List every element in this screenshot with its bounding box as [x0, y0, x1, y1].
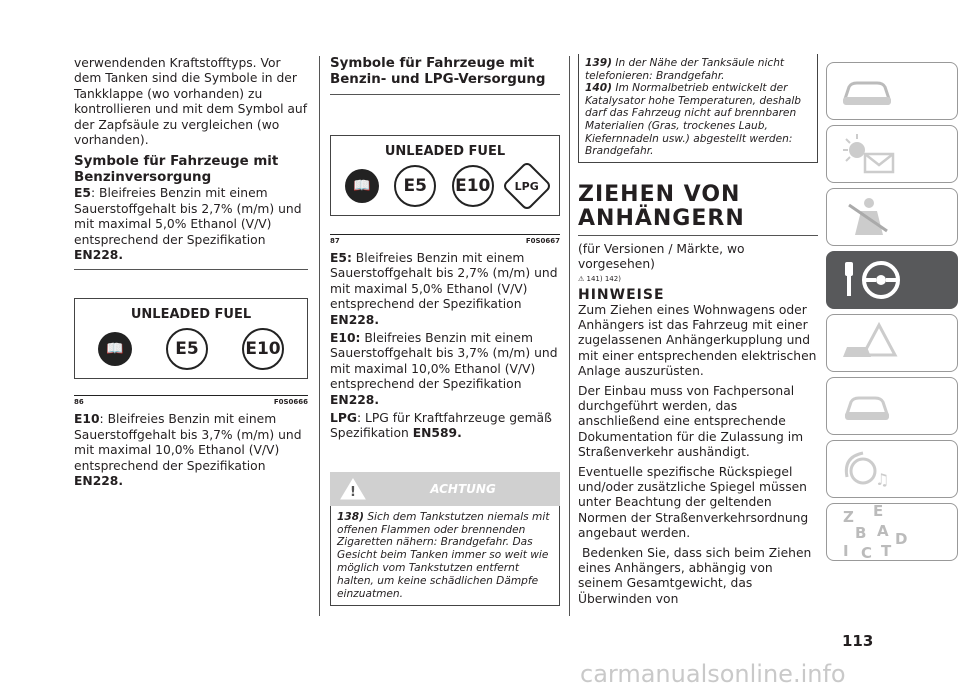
- svg-text:Z: Z: [843, 508, 854, 526]
- column-3: [578, 56, 818, 607]
- column-1: [74, 56, 308, 490]
- e10-label: E10: [74, 412, 100, 427]
- e5-badge: E5: [394, 165, 436, 207]
- lpg-badge: LPG: [502, 161, 553, 212]
- svg-text:A: A: [877, 522, 889, 540]
- figure-caption-87: [330, 234, 560, 245]
- chapter-tab-safety[interactable]: [826, 188, 958, 246]
- paragraph-4: Bedenken Sie, dass sich beim Ziehen eines Anhängers, abhängig von seinem Gesamtgewicht, das Überwinden von: [578, 545, 812, 606]
- e5-badge: E5: [166, 328, 208, 370]
- lpg-label: LPG: [330, 411, 357, 426]
- chapter-tab-emergency[interactable]: [826, 314, 958, 372]
- lpg-spec: EN589.: [412, 426, 462, 441]
- section-title-line-2: ANHÄNGERN: [578, 205, 745, 231]
- intro-paragraph: verwendenden Kraftstofftyps. Vor dem Tanken sind die Symbole in der Tankklappe (wo vorhanden) zu kontrollieren und mit dem Symbol auf der Zapfsäule zu vergleichen (wo vorhanden).: [74, 56, 308, 148]
- key-steering-wheel-icon: [839, 258, 903, 302]
- section-title: [578, 183, 818, 231]
- chapter-tab-lights[interactable]: [826, 125, 958, 183]
- note-140: [585, 82, 811, 158]
- divider: [578, 235, 818, 236]
- e5-text: Bleifreies Benzin mit einem Sauerstoffgehalt bis 2,7% (m/m) und mit maximal 5,0% Ethanol (V/V) entsprechend der Spezifikation: [330, 251, 558, 312]
- e10-text: Bleifreies Benzin mit einem Sauerstoffgehalt bis 3,7% (m/m) und mit maximal 10,0% Ethanol (V/V) entsprechend der Spezifikation: [330, 331, 558, 392]
- sun-envelope-icon: [839, 132, 899, 176]
- column-divider-1: [319, 56, 320, 616]
- svg-text:T: T: [881, 542, 892, 560]
- section-title-line-1: ZIEHEN VON: [578, 181, 741, 207]
- e5-spec: EN228.: [74, 248, 124, 263]
- figure-title: UNLEADED FUEL: [130, 307, 252, 323]
- svg-text:C: C: [861, 544, 873, 560]
- svg-text:B: B: [855, 524, 867, 542]
- divider: [330, 94, 560, 95]
- e10-spec: EN228.: [74, 474, 124, 489]
- multimedia-icon: [839, 447, 899, 491]
- section-heading-lpg: Symbole für Fahrzeuge mit Benzin- und LPG-Versorgung: [330, 56, 546, 87]
- paragraph-3: Eventuelle spezifische Rückspiegel und/oder zusätzliche Spiegel müssen unter Beachtung der geltenden Normen der Straßenverkehrsordnung angebaut werden.: [578, 464, 809, 541]
- e10-label: E10:: [330, 331, 361, 346]
- e5-text: : Bleifreies Benzin mit einem Sauerstoffgehalt bis 2,7% (m/m) und mit maximal 5,0% Ethanol (V/V) entsprechend der Spezifikation: [74, 186, 302, 247]
- chapter-tab-driving[interactable]: [826, 251, 958, 309]
- warning-header: [330, 472, 560, 506]
- car-icon: [839, 71, 895, 111]
- e10-badge: E10: [242, 328, 284, 370]
- column-divider-2: [569, 56, 570, 616]
- figure-caption-86: [74, 395, 308, 406]
- fuel-label-figure-87: [330, 135, 560, 216]
- note-139-number: 139): [585, 57, 612, 69]
- figure-number: 86: [74, 398, 84, 407]
- divider: [74, 269, 308, 270]
- paragraph-1: Zum Ziehen eines Wohnwagens oder Anhängers ist das Fahrzeug mit einer zugelassenen Anhängerkupplung und mit einer entsprechenden elektrischen Anlage auszurüsten.: [578, 302, 817, 379]
- fuel-label-figure-86: [74, 298, 308, 379]
- svg-text:I: I: [843, 542, 849, 560]
- section-heading-petrol: Symbole für Fahrzeuge mit Benzinversorgung: [74, 154, 279, 186]
- manual-book-icon: 📖: [345, 169, 379, 203]
- e5-label: E5:: [330, 251, 352, 265]
- note-139-text: In der Nähe der Tanksäule nicht telefonieren: Brandgefahr.: [585, 57, 785, 82]
- e5-paragraph: [74, 186, 308, 263]
- warning-body: [330, 506, 560, 607]
- notes-box: [578, 54, 818, 163]
- e10-spec: EN228.: [330, 392, 380, 407]
- svg-text:!: !: [350, 484, 356, 500]
- e5-paragraph: [330, 251, 560, 328]
- e5-spec: EN228.: [330, 312, 380, 327]
- notes-heading: HINWEISE: [578, 286, 665, 303]
- chapter-tab-index[interactable]: [826, 503, 958, 561]
- manual-book-icon: 📖: [98, 332, 132, 366]
- chapter-tab-maintenance[interactable]: [826, 377, 958, 435]
- paragraph-2: Der Einbau muss von Fachpersonal durchgeführt werden, das anschließend eine entsprechende Dokumentation für die Zulassung im Straßenverkehr aushändigt.: [578, 383, 804, 460]
- e10-paragraph: [330, 331, 560, 408]
- chapter-tab-multimedia[interactable]: [826, 440, 958, 498]
- svg-text:D: D: [895, 530, 908, 548]
- note-140-text: Im Normalbetrieb entwickelt der Katalysator hohe Temperaturen, deshalb darf das Fahrzeug nicht auf brennbaren Materialien (Gras, trockenes Laub, Kiefernnadeln usw.) abgestellt werden: Brandgefahr.: [585, 82, 801, 158]
- alphabet-index-icon: [839, 504, 919, 560]
- note-139: [585, 57, 811, 82]
- note-140-number: 140): [585, 82, 612, 95]
- warning-title: ACHTUNG: [430, 481, 496, 496]
- figure-code: F0S0666: [273, 398, 308, 407]
- e10-badge: E10: [452, 165, 494, 207]
- figure-code: F0S0667: [525, 237, 560, 245]
- lpg-paragraph: [330, 411, 560, 442]
- warning-text: Sich dem Tankstutzen niemals mit offenen Flammen oder brennenden Zigaretten nähern: Brandgefahr. Das Gesicht beim Tanken immer so weit wie möglich vom Tankstutzen entfernt halten, um keine schädlichen Dämpfe einzuatmen.: [337, 510, 550, 600]
- e10-text: : Bleifreies Benzin mit einem Sauerstoffgehalt bis 3,7% (m/m) und mit maximal 10,0% Ethanol (V/V) entsprechend der Spezifikation: [74, 412, 302, 473]
- figure-number: 87: [330, 237, 340, 245]
- e5-label: E5: [74, 186, 91, 201]
- chapter-tab-vehicle[interactable]: [826, 62, 958, 120]
- car-service-icon: [839, 384, 899, 428]
- page-number: 113: [842, 632, 874, 650]
- warning-ref-icon: ⚠: [578, 274, 585, 283]
- svg-text:♫: ♫: [875, 470, 890, 489]
- svg-text:E: E: [873, 504, 884, 520]
- column-2: [330, 56, 560, 606]
- availability-note: (für Versionen / Märkte, wo vorgesehen): [578, 241, 745, 272]
- warning-icon: [340, 477, 366, 501]
- figure-title: UNLEADED FUEL: [384, 144, 506, 159]
- e10-paragraph: [74, 412, 308, 489]
- warning-refs-text: 141) 142): [586, 274, 621, 283]
- emergency-car-icon: [839, 321, 899, 365]
- chapter-tabs: [826, 62, 958, 566]
- lpg-text: : LPG für Kraftfahrzeuge gemäß Spezifikation: [330, 411, 552, 441]
- warning-refs: [578, 275, 818, 283]
- watermark: carmanualsonline.info: [580, 660, 846, 688]
- seat-person-icon: [839, 195, 899, 239]
- warning-number: 138): [337, 510, 364, 523]
